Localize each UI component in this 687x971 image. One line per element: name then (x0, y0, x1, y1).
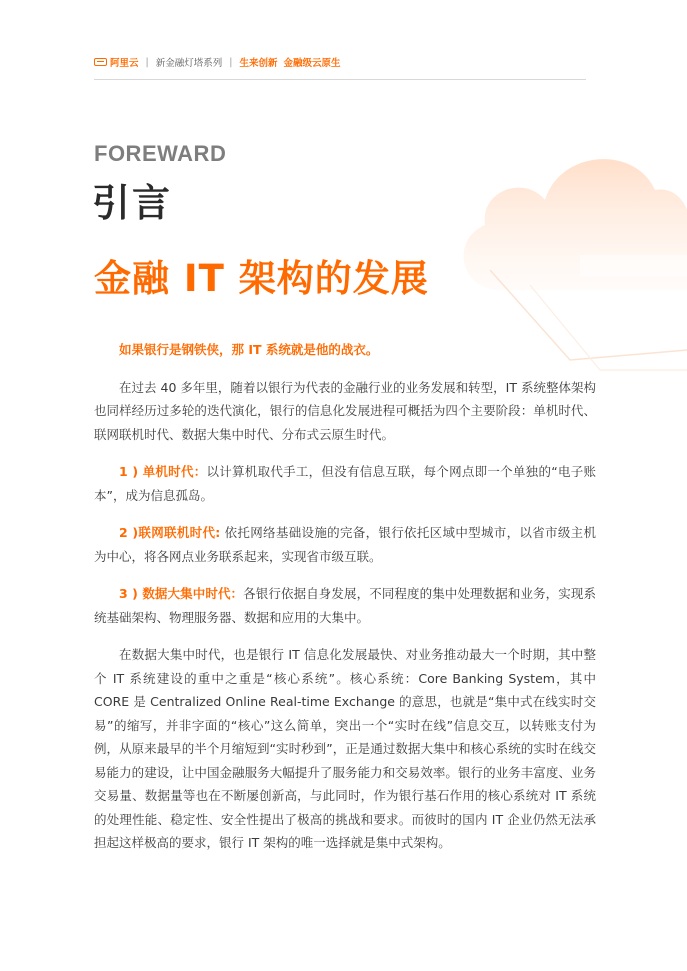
section-label: FOREWARD (94, 141, 227, 166)
section-title: 引言 (92, 181, 173, 225)
header-divider (94, 79, 586, 80)
body-text (94, 338, 596, 869)
stage-3-label: 3 ) 数据大集中时代： (119, 586, 244, 601)
stage-3-paragraph (94, 582, 596, 629)
lead-paragraph: 如果银行是钢铁侠，那 IT 系统就是他的战衣。 (119, 342, 379, 357)
aliyun-logo (94, 55, 139, 69)
series-name: 新金融灯塔系列 (155, 58, 223, 69)
page-title: 金融 IT 架构的发展 (94, 257, 429, 300)
stage-2-paragraph (94, 521, 596, 568)
stage-3-text: 各银行依据自身发展，不同程度的集中处理数据和业务，实现系统基础架构、物理服务器、数据和应用的大集中。 (94, 586, 596, 625)
stage-1-label: 1 ) 单机时代： (119, 464, 207, 479)
overview-paragraph: 在过去 40 多年里，随着以银行为代表的金融行业的业务发展和转型，IT 系统整体架构也同样经历过多轮的迭代演化，银行的信息化发展进程可概括为四个主要阶段：单机时代、联网联机时代、数据大集中时代、分布式云原生时代。 (94, 379, 596, 442)
slogan-secondary: 金融级云原生 (283, 58, 341, 69)
slogan-primary: 生来创新 (239, 58, 278, 69)
header-separator: | (229, 56, 233, 68)
page-header (94, 54, 340, 70)
logo-text: 阿里云 (110, 58, 139, 69)
stage-1-paragraph (94, 460, 596, 507)
aliyun-logo-icon (94, 58, 107, 66)
detail-paragraph: 在数据大集中时代，也是银行 IT 信息化发展最快、对业务推动最大一个时期，其中整个 IT 系统建设的重中之重是“核心系统”。核心系统：Core Banking System，其中 CORE 是 Centralized Online Real-time Exchange 的意思，也就是“集中式在线实时交易”的缩写，并非字面的“核心”这么简单，突出一个“实时在线”信息交互，以转账支付为例，从原来最早的半个月缩短到“实时秒到”，正是通过数据大集中和核心系统的实时在线交易能力的建设，让中国金融服务大幅提升了服务能力和交易效率。银行的业务丰富度、业务交易量、数据量等也在不断屡创新高，与此同时，作为银行基石作用的核心系统对 IT 系统的处理性能、稳定性、安全性提出了极高的挑战和要求。而彼时的国内 IT 企业仍然无法承担起这样极高的要求，银行 IT 架构的唯一选择就是集中式架构。 (94, 647, 596, 850)
stage-1-text: 以计算机取代手工，但没有信息互联，每个网点即一个单独的“电子账本”，成为信息孤岛。 (94, 464, 596, 503)
header-separator: | (145, 56, 149, 68)
stage-2-text: 依托网络基础设施的完备，银行依托区域中型城市，以省市级主机为中心，将各网点业务联系起来，实现省市级互联。 (94, 525, 596, 564)
stage-2-label: 2 )联网联机时代: (119, 525, 221, 540)
